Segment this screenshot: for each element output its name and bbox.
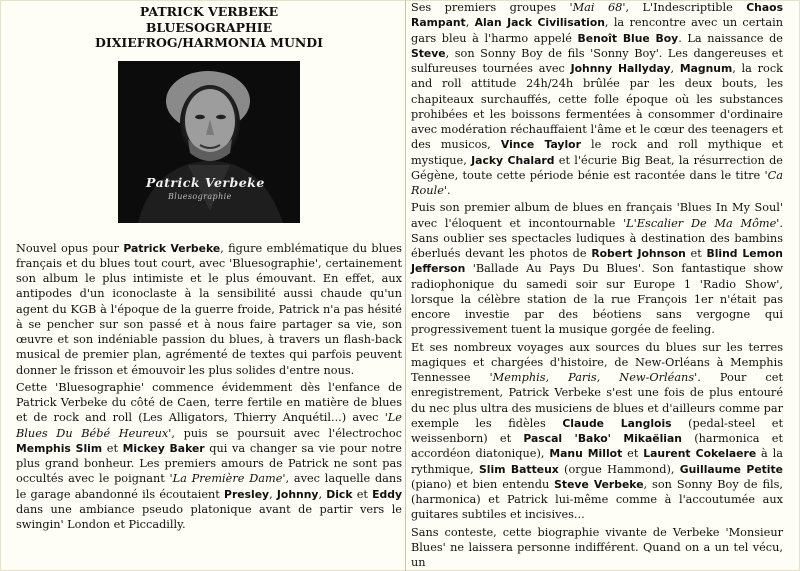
bold-name: Benoît Blue Boy bbox=[577, 31, 679, 45]
bold-name: Slim Batteux bbox=[479, 462, 559, 476]
bold-name: Steve bbox=[411, 46, 446, 60]
left-column bbox=[16, 4, 402, 532]
bold-name: Magnum bbox=[679, 62, 733, 75]
bold-name: Johnny bbox=[276, 487, 319, 501]
italic-title: 'Memphis, Paris, New-Orléans' bbox=[489, 371, 698, 384]
bold-name: Pascal 'Bako' Mikaëlian bbox=[523, 432, 682, 445]
right-column bbox=[411, 0, 783, 570]
bold-name: Laurent Cokelaere bbox=[643, 447, 757, 461]
label-name: DIXIEFROG/HARMONIA MUNDI bbox=[95, 35, 323, 50]
bold-name: Alan Jack Civilisation bbox=[474, 16, 605, 30]
italic-title: 'Mai 68' bbox=[569, 1, 626, 14]
bold-name: Mickey Baker bbox=[122, 441, 205, 455]
cover-subtitle-text: Bluesographie bbox=[168, 191, 232, 201]
paragraph: Sans conteste, cette biographie vivante de Verbeke 'Monsieur Blues' ne laissera personne indifférent. Quand on a un tel vécu, un bbox=[411, 525, 783, 569]
cover-title-text: Patrick Verbeke bbox=[146, 174, 265, 190]
bold-name: Eddy bbox=[372, 487, 402, 501]
left-text-body bbox=[16, 241, 402, 533]
bold-name: Patrick Verbeke bbox=[123, 241, 221, 255]
bold-name: Blind Lemon Jefferson bbox=[411, 247, 783, 276]
paragraph: Et ses nombreux voyages aux sources du blues sur les terres magiques et chargées d'histoire, de New-Orléans à Memphis Tennessee 'Memphis, Paris, New-Orléans'. Pour cet enregistrement, Patrick Verbeke s'est une fois de plus entouré du nec plus ultra des musiciens de blues et d'ailleurs comme par exemple les fidèles Claude Langlois (pedal-steel et weissenborn) et Pascal 'Bako' Mikaëlian (harmonica et accordéon diatonique), Manu Millot et Laurent Cokelaere à la rythmique, Slim Batteux (orgue Hammond), Guillaume Petite (piano) et bien entendu Steve Verbeke, son Sonny Boy de fils, (harmonica) et Patrick lui-même comme à l'accoutumée aux guitares subtiles et incisives... bbox=[411, 340, 784, 522]
bold-name: Presley bbox=[224, 487, 270, 501]
italic-title: 'Ca Roule' bbox=[411, 168, 783, 197]
italic-title: 'Le Blues Du Bébé Heureux' bbox=[16, 411, 402, 440]
paragraph: Cette 'Bluesographie' commence évidemment dès l'enfance de Patrick Verbeke du côté de Caen, terre fertile en matière de blues et de rock and roll (Les Alligators, Thierry Anquétil...) avec 'Le Blues Du Bébé Heureux', puis se poursuit avec l'électrochoc Memphis Slim et Mickey Baker qui va changer sa vie pour notre plus grand bonheur. Les premiers amours de Patrick ne sont pas occultés avec le poignant 'La Première Dame', avec laquelle dans le garage abandonné ils écoutaient Presley, Johnny, Dick et Eddy dans une ambiance pseudo platonique avant de partir vers le swingin' London et Piccadilly. bbox=[16, 380, 402, 531]
album-title: BLUESOGRAPHIE bbox=[145, 19, 273, 35]
bold-name: Johnny Hallyday bbox=[570, 62, 671, 75]
artist-name: PATRICK VERBEKE bbox=[139, 4, 279, 19]
bold-name: Robert Johnson bbox=[591, 247, 686, 260]
album-cover bbox=[118, 61, 300, 223]
paragraph: Puis son premier album de blues en français 'Blues In My Soul' avec l'éloquent et incontournable 'L'Escalier De Ma Môme'. Sans oublier ses spectacles ludiques à destination des bambins éberlués devant les photos de Robert Johnson et Blind Lemon Jefferson 'Ballade Au Pays Du Blues'. Son fantastique show radiophonique du samedi soir sur Europe 1 'Radio Show', lorsque la célèbre station de la rue François 1er n'était pas encore investie par des béotiens sans vergogne qui progressivement tuent la musique gorgée de feeling. bbox=[411, 201, 783, 337]
bold-name: Chaos Rampant bbox=[411, 1, 783, 30]
bold-name: Dick bbox=[326, 487, 353, 501]
paragraph: Ses premiers groupes 'Mai 68', L'Indescriptible Chaos Rampant, Alan Jack Civilisation, la rencontre avec un certain gars bleu à l'harmo appelé Benoît Blue Boy. La naissance de Steve, son Sonny Boy de fils 'Sonny Boy'. Les dangereuses et sulfureuses tournées avec Johnny Hallyday, Magnum, la rock and roll attitude 24h/24h brûlée par les deux bouts, les chapiteaux surchauffés, cette folle époque où les substances prohibées et les boissons fermentées à consommer d'ordinaire avec modération réchauffaient l'âme et le cœur des teenagers et des musicos, Vince Taylor le rock and roll mythique et mystique, Jacky Chalard et l'écurie Big Beat, la résurrection de Gégène, toute cette période bénie est racontée dans le titre 'Ca Roule'. bbox=[411, 1, 784, 197]
bold-name: Manu Millot bbox=[549, 447, 623, 461]
italic-title: 'L'Escalier De Ma Môme' bbox=[623, 216, 780, 230]
column-divider bbox=[405, 0, 406, 571]
bold-name: Vince Taylor bbox=[500, 138, 581, 152]
bold-name: Claude Langlois bbox=[562, 416, 672, 430]
album-heading bbox=[16, 4, 402, 51]
bold-name: Jacky Chalard bbox=[471, 153, 555, 167]
bold-name: Steve Verbeke bbox=[554, 477, 644, 491]
paragraph: Nouvel opus pour Patrick Verbeke, figure emblématique du blues français et du blues tout court, avec 'Bluesographie', certainement son album le plus intimiste et le plus émouvant. En effet, aux antipodes d'un iconoclaste à la sensibilité aussi chaude qu'un agent du KGB à l'époque de la guerre froide, Patrick n'a pas hésité à se pencher sur son passé et à nous faire partager sa vie, son œuvre et son indéniable passion du blues, à travers un flash-back musical de premier plan, agrémenté de textes qui parfois peuvent donner le frisson et émouvoir les plus solides d'entre nous. bbox=[16, 241, 402, 377]
bold-name: Guillaume Petite bbox=[679, 462, 783, 476]
bold-name: Memphis Slim bbox=[16, 441, 103, 455]
italic-title: 'La Première Dame' bbox=[169, 472, 286, 486]
